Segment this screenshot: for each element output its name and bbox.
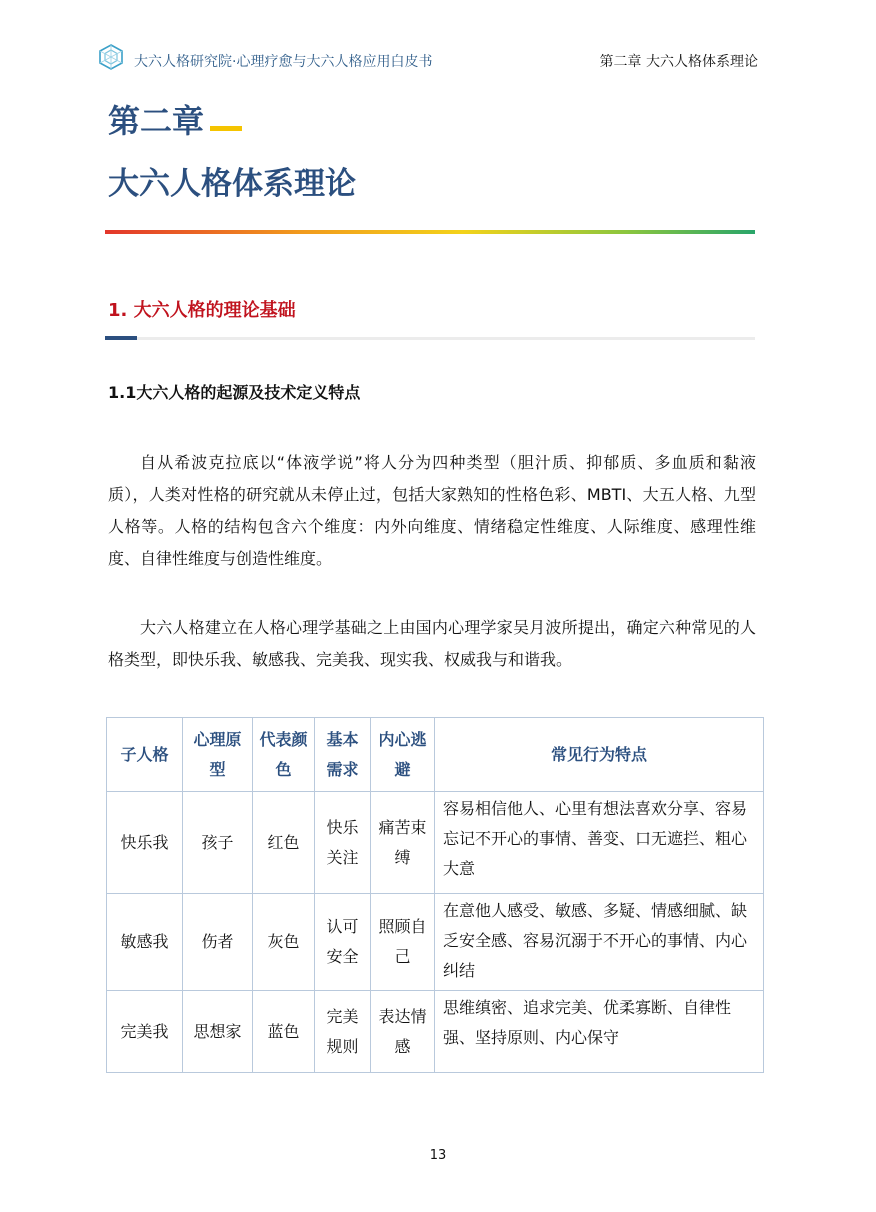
table-header-row [107, 718, 764, 792]
body-paragraph: 大六人格建立在人格心理学基础之上由国内心理学家吴月波所提出，确定六种常见的人格类型，即快乐我、敏感我、完美我、现实我、权威我与和谐我。 [108, 618, 756, 669]
column-header: 常见行为特点 [435, 718, 764, 792]
header-document-title: 大六人格研究院·心理疗愈与大六人格应用白皮书 [134, 54, 433, 70]
table-row [107, 792, 764, 894]
header-chapter-title: 第二章 大六人格体系理论 [599, 54, 758, 70]
chapter-accent-bar [210, 126, 242, 131]
table-cell: 容易相信他人、心里有想法喜欢分享、容易忘记不开心的事情、善变、口无遮拦、粗心大意 [435, 792, 764, 894]
section-divider-accent [105, 336, 137, 340]
table-cell: 完美我 [107, 991, 183, 1073]
chapter-divider [105, 230, 755, 234]
table-cell: 孩子 [183, 792, 253, 894]
table-cell: 蓝色 [253, 991, 315, 1073]
table-cell: 思维缜密、追求完美、优柔寡断、自律性强、坚持原则、内心保守 [435, 991, 764, 1073]
page-number: 13 [429, 1148, 447, 1163]
page-header [98, 44, 758, 78]
table-row [107, 894, 764, 991]
personality-table [106, 717, 764, 1073]
table-cell: 照顾自己 [371, 894, 435, 991]
table-cell: 在意他人感受、敏感、多疑、情感细腻、缺乏安全感、容易沉溺于不开心的事情、内心纠结 [435, 894, 764, 991]
table-cell: 红色 [253, 792, 315, 894]
table-cell: 痛苦束缚 [371, 792, 435, 894]
chapter-title: 大六人格体系理论 [108, 166, 356, 202]
table-row [107, 991, 764, 1073]
column-header: 心理原型 [183, 718, 253, 792]
table-cell: 思想家 [183, 991, 253, 1073]
table-cell: 伤者 [183, 894, 253, 991]
section-divider [105, 337, 755, 340]
table-cell: 完美规则 [315, 991, 371, 1073]
column-header: 代表颜色 [253, 718, 315, 792]
column-header: 基本需求 [315, 718, 371, 792]
table-cell: 敏感我 [107, 894, 183, 991]
table-cell: 表达情感 [371, 991, 435, 1073]
chapter-label: 第二章 [108, 102, 205, 140]
subsection-title: 1.1大六人格的起源及技术定义特点 [108, 383, 361, 402]
column-header: 子人格 [107, 718, 183, 792]
table-cell: 快乐关注 [315, 792, 371, 894]
table-cell: 快乐我 [107, 792, 183, 894]
section-title: 1. 大六人格的理论基础 [108, 300, 296, 321]
column-header: 内心逃避 [371, 718, 435, 792]
table-cell: 认可安全 [315, 894, 371, 991]
table-cell: 灰色 [253, 894, 315, 991]
cube-logo-icon [98, 44, 124, 70]
body-paragraph: 自从希波克拉底以“体液学说”将人分为四种类型（胆汁质、抑郁质、多血质和黏液质），人类对性格的研究就从未停止过，包括大家熟知的性格色彩、MBTI、大五人格、九型人格等。人格的结构包含六个维度：内外向维度、情绪稳定性维度、人际维度、感理性维度、自律性维度与创造性维度。 [108, 453, 756, 568]
